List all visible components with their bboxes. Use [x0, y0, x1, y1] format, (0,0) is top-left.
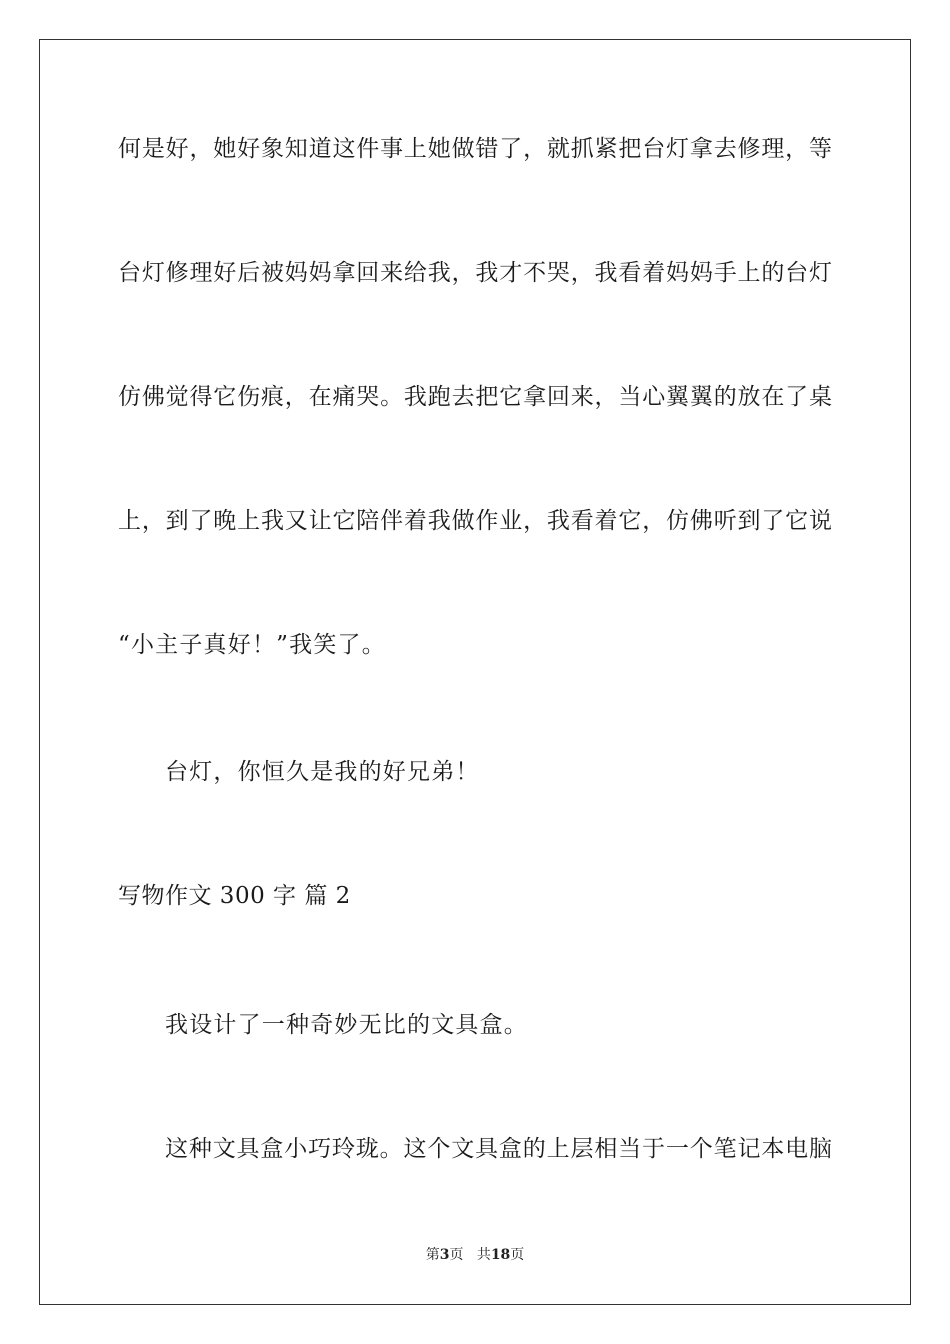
paragraph-2: 这种文具盒小巧玲珑。这个文具盒的上层相当于一个笔记本电脑 — [165, 1136, 832, 1162]
body-text-line-1: 何是好，她好象知道这件事上她做错了，就抓紧把台灯拿去修理，等 — [118, 136, 832, 162]
body-text-line-3: 仿佛觉得它伤痕，在痛哭。我跑去把它拿回来，当心翼翼的放在了桌 — [118, 384, 832, 410]
section-heading: 写物作文 300 字 篇 2 — [118, 883, 351, 909]
footer-page-suffix: 页 — [449, 1247, 464, 1263]
paragraph-1: 我设计了一种奇妙无比的文具盒。 — [165, 1012, 528, 1038]
footer-total-pages: 18 — [490, 1247, 511, 1263]
body-text-line-2: 台灯修理好后被妈妈拿回来给我，我才不哭，我看着妈妈手上的台灯 — [118, 260, 832, 286]
footer-total-suffix: 页 — [510, 1247, 525, 1263]
footer-page-number: 3 — [439, 1247, 450, 1263]
closing-paragraph: 台灯，你恒久是我的好兄弟！ — [165, 759, 480, 785]
page-border — [39, 39, 911, 1305]
page-footer — [0, 1246, 950, 1264]
footer-page-prefix: 第 — [425, 1247, 440, 1263]
body-text-line-4: 上，到了晚上我又让它陪伴着我做作业，我看着它，仿佛听到了它说 — [118, 508, 832, 534]
body-text-line-5: “小主子真好！”我笑了。 — [118, 632, 386, 658]
footer-total-prefix: 共 — [476, 1247, 491, 1263]
